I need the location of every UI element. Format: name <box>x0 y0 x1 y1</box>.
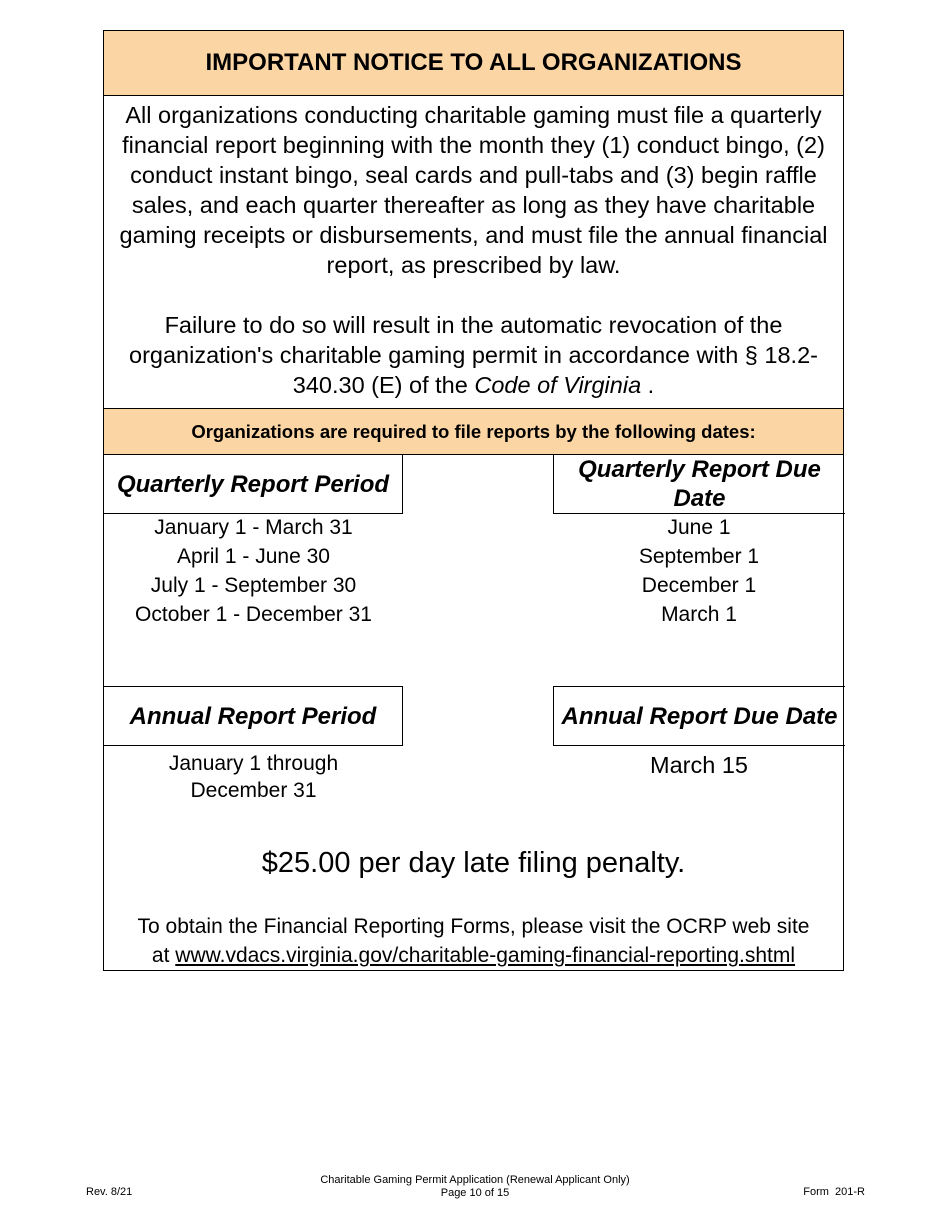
quarterly-due-4: March 1 <box>661 603 737 626</box>
forms-info-line-1: To obtain the Financial Reporting Forms, please visit the OCRP web site <box>137 915 810 938</box>
quarterly-period-2: April 1 - June 30 <box>177 545 330 568</box>
quarterly-due-list <box>553 513 845 629</box>
footer-doc-title: Charitable Gaming Permit Application (Renewal Applicant Only) <box>320 1174 630 1186</box>
quarterly-period-3: July 1 - September 30 <box>150 574 357 597</box>
annual-period-header: Annual Report Period <box>104 686 403 746</box>
quarterly-due-1: June 1 <box>667 516 731 539</box>
annual-due-header: Annual Report Due Date <box>553 686 845 746</box>
notice-box <box>103 30 844 971</box>
forms-info-prefix: at <box>151 944 176 967</box>
quarterly-period-4: October 1 - December 31 <box>135 603 372 626</box>
ocrp-website-link[interactable]: www.vdacs.virginia.gov/charitable-gaming-financial-reporting.shtml <box>175 944 796 967</box>
footer-form-number: Form 201-R <box>803 1186 865 1198</box>
filing-requirement-paragraph: All organizations conducting charitable gaming must file a quarterly financial report beginning with the month they (1) conduct bingo, (2) conduct instant bingo, seal cards and pull-tabs and (3) begin raffle sales, and each quarter thereafter as long as they have charitable gaming receipts or disbursements, and must file the annual financial report, as prescribed by law. <box>119 102 828 278</box>
quarterly-periods-list <box>104 513 403 629</box>
quarterly-due-header: Quarterly Report Due Date <box>553 455 845 514</box>
annual-period-line-1: January 1 through <box>168 752 339 775</box>
forms-info-line-2 <box>104 941 843 970</box>
quarterly-period-header: Quarterly Report Period <box>104 455 403 514</box>
annual-period-line-2: December 31 <box>190 779 317 802</box>
revocation-text: Failure to do so will result in the automatic revocation of the organization's charitable gaming permit in accordance with § 18.2-340.30 (E) of the <box>129 312 818 398</box>
revocation-end: . <box>641 372 655 398</box>
forms-info <box>104 912 843 970</box>
code-of-virginia: Code of Virginia <box>474 372 642 398</box>
revocation-paragraph <box>104 310 843 400</box>
late-penalty: $25.00 per day late filing penalty. <box>261 847 686 879</box>
quarterly-due-3: December 1 <box>641 574 757 597</box>
footer-revision: Rev. 8/21 <box>86 1186 133 1198</box>
annual-due-date: March 15 <box>650 752 748 778</box>
quarterly-due-2: September 1 <box>638 545 760 568</box>
dates-heading: Organizations are required to file reports by the following dates: <box>104 408 843 455</box>
notice-title: IMPORTANT NOTICE TO ALL ORGANIZATIONS <box>104 31 843 96</box>
annual-period <box>104 750 403 804</box>
quarterly-period-1: January 1 - March 31 <box>154 516 353 539</box>
footer-page-number: Page 10 of 15 <box>440 1187 510 1199</box>
